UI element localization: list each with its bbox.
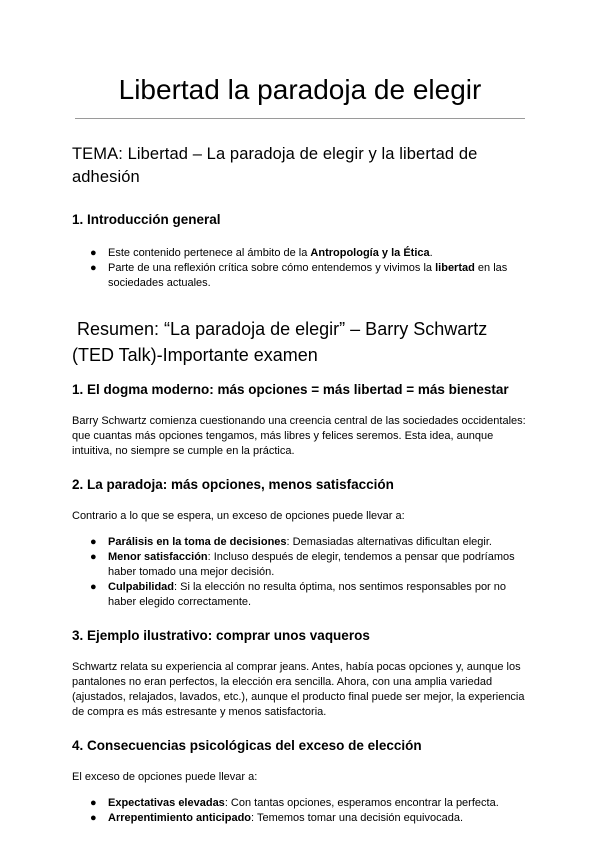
document-title: Libertad la paradoja de elegir <box>118 74 482 105</box>
bullet-dot-icon: ● <box>90 581 97 593</box>
bullet-dot-icon: ● <box>90 262 97 274</box>
section-2-heading: 2. La paradoja: más opciones, menos satisfacción <box>72 477 394 492</box>
section-3-heading: 3. Ejemplo ilustrativo: comprar unos vaqueros <box>72 628 370 643</box>
section-2-text: Contrario a lo que se espera, un exceso de opciones puede llevar a: <box>72 510 405 522</box>
list-item-bold: Expectativas elevadas <box>108 797 225 809</box>
list-item-text: Parte de una reflexión crítica sobre cómo entendemos y vivimos la <box>108 262 436 274</box>
list-item <box>72 535 528 550</box>
list-item-bold: Menor satisfacción <box>108 551 208 563</box>
list-item-bold: libertad <box>435 262 475 274</box>
list-item-text: : Demasiadas alternativas dificultan elegir. <box>286 536 492 548</box>
list-item-text: : Tememos tomar una decisión equivocada. <box>251 812 464 824</box>
section-4-text: El exceso de opciones puede llevar a: <box>72 771 258 783</box>
list-item-text: : Incluso después de elegir, tendemos a pensar que podríamos haber tomado una mejor decisión. <box>108 551 515 578</box>
intro-heading: 1. Introducción general <box>72 212 221 227</box>
list-item-text: : Si la elección no resulta óptima, nos sentimos responsables por no haber elegido correctamente. <box>108 581 507 608</box>
list-item <box>72 580 528 610</box>
intro-bullet-list <box>72 246 528 291</box>
list-item-text: Este contenido pertenece al ámbito de la <box>108 247 311 259</box>
bullet-dot-icon: ● <box>90 247 97 259</box>
document-body <box>72 143 528 826</box>
bullet-dot-icon: ● <box>90 551 97 563</box>
list-item <box>72 550 528 580</box>
list-item-bold: Culpabilidad <box>108 581 174 593</box>
section-4-heading: 4. Consecuencias psicológicas del exceso de elección <box>72 738 422 753</box>
topic-heading: TEMA: Libertad – La paradoja de elegir y la libertad de adhesión <box>72 145 478 186</box>
bullet-dot-icon: ● <box>90 812 97 824</box>
list-item-text: en las sociedades actuales. <box>108 262 508 289</box>
list-item <box>72 796 528 811</box>
section-2-bullet-list <box>72 535 528 610</box>
summary-heading: Resumen: “La paradoja de elegir” – Barry Schwartz (TED Talk)-Importante examen <box>72 319 493 365</box>
list-item-bold: Antropología y la Ética <box>310 247 430 259</box>
section-3-text: Schwartz relata su experiencia al comprar jeans. Antes, había pocas opciones y, aunque los pantalones no eran perfectos, la elección era sencilla. Ahora, con una amplia variedad (ajustados, relajados, lavados, etc.), aunque el producto final puede ser mejor, la experiencia de compra es más estresante y menos satisfactoria. <box>72 661 525 718</box>
bullet-dot-icon: ● <box>90 536 97 548</box>
list-item-text: . <box>429 247 433 259</box>
section-1-heading: 1. El dogma moderno: más opciones = más libertad = más bienestar <box>72 382 509 397</box>
list-item-bold: Parálisis en la toma de decisiones <box>108 536 287 548</box>
section-1-text: Barry Schwartz comienza cuestionando una creencia central de las sociedades occidentales: que cuantas más opciones tengamos, más libres y felices seremos. Esta idea, aunque intuitiva, no siempre se cumple en la práctica. <box>72 415 526 457</box>
list-item <box>72 246 528 261</box>
list-item <box>72 261 528 291</box>
list-item-bold: Arrepentimiento anticipado <box>108 812 252 824</box>
list-item <box>72 811 528 826</box>
list-item-text: : Con tantas opciones, esperamos encontrar la perfecta. <box>224 797 499 809</box>
section-4-bullet-list <box>72 796 528 826</box>
bullet-dot-icon: ● <box>90 797 97 809</box>
title-divider <box>75 118 525 119</box>
